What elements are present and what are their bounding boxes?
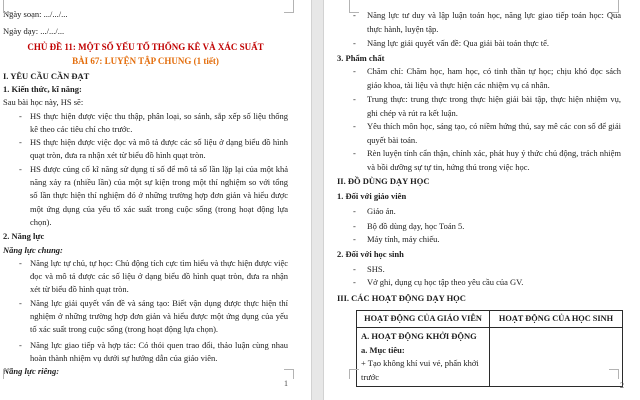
lesson-title: BÀI 67: LUYỆN TẬP CHUNG (1 tiết) (72, 56, 219, 67)
table-header-teacher: HOẠT ĐỘNG CỦA GIÁO VIÊN (357, 311, 490, 328)
margin-crop-mark (284, 369, 294, 379)
section-heading-activities: III. CÁC HOẠT ĐỘNG DẠY HỌC (337, 292, 466, 303)
activity-goal-label: a. Mục tiêu: (361, 344, 405, 355)
activity-section-title: A. HOẠT ĐỘNG KHỞI ĐỘNG (361, 331, 477, 341)
table-row (357, 328, 623, 387)
subsection-heading-knowledge: 1. Kiến thức, kĩ năng: (3, 83, 82, 94)
activities-table (356, 310, 623, 387)
activity-goal-text: + Tạo không khí vui vẻ, phấn khởi trước (361, 358, 479, 382)
subsection-heading-specific-competency: Năng lực riêng: (3, 366, 60, 377)
list-item: - HS thực hiện được việc thu thập, phân loại, so sánh, sắp xếp số liệu thống kê theo các tiêu chí cho trước. (3, 110, 288, 137)
table-header-student: HOẠT ĐỘNG CỦA HỌC SINH (490, 311, 623, 328)
list-item: - SHS. (337, 263, 621, 277)
page-number: 1 (284, 379, 288, 388)
margin-crop-mark (3, 0, 13, 13)
subsection-heading-for-teacher: 1. Đối với giáo viên (337, 190, 407, 201)
margin-crop-mark (349, 369, 359, 379)
table-cell-teacher-activity (357, 328, 490, 387)
date-prepared-line: Ngày soạn: .../.../... (3, 9, 68, 19)
list-item: - Năng lực giải quyết vấn đề: Qua giải bài toán thực tế. (337, 37, 621, 51)
date-taught-line: Ngày dạy: .../.../... (3, 25, 65, 36)
section-heading-teaching-aids: II. ĐỒ DÙNG DẠY HỌC (337, 176, 430, 186)
margin-crop-mark (609, 369, 619, 379)
list-item: - Chăm chỉ: Chăm học, ham học, có tinh thần tự học; chịu khó đọc sách giáo khoa, tài liệu và thực hiện các nhiệm vụ cá nhân. (337, 65, 621, 92)
intro-line: Sau bài học này, HS sẽ: (3, 97, 84, 108)
subsection-heading-general-competency: Năng lực chung: (3, 244, 63, 255)
page-number: 2 (620, 381, 624, 390)
chapter-title: CHỦ ĐỀ 11: MỘT SỐ YẾU TỐ THỐNG KÊ VÀ XÁC SUẤT (27, 41, 264, 52)
page-1 (0, 0, 312, 400)
list-item: - Yêu thích môn học, sáng tạo, có niềm hứng thú, say mê các con số để giải quyết bài toán. (337, 120, 621, 147)
list-item: - Vở ghi, dụng cụ học tập theo yêu cầu của GV. (337, 276, 621, 290)
list-item: - Năng lực giải quyết vấn đề và sáng tạo: Biết vận dụng được thực hiện thí nghiệm ở những trường hợp đơn giản và hiểu được một ứng dụng của yếu tố xác suất trong cuộc sống (trong hoạt động lựa chọn). (3, 297, 288, 337)
list-item: - Năng lực giao tiếp và hợp tác: Có thói quen trao đổi, thảo luận cùng nhau hoàn thành nhiệm vụ dưới sự hướng dẫn của giáo viên. (3, 339, 288, 366)
list-item: - Bộ đồ dùng dạy, học Toán 5. (337, 220, 621, 234)
list-item: - HS được củng cố kĩ năng sử dụng tỉ số để mô tả số lần lặp lại của một khả năng xảy ra (nhiều lần) của một sự kiện trong một thí nghiệm so với tổng số lần thực hiện thí nghiệm đó ở những trường hợp đơn giản và hiểu được một ứng dụng của yếu tố xác suất trong cuộc sống (trong hoạt động lựa chọn). (3, 163, 288, 229)
subsection-heading-for-student: 2. Đối với học sinh (337, 248, 404, 259)
subsection-heading-competency: 2. Năng lực (3, 231, 45, 242)
list-item: - Rèn luyện tính cẩn thận, chính xác, phát huy ý thức chủ động, trách nhiệm và bồi dưỡng sự tự tin, hứng thú trong việc học. (337, 147, 621, 174)
margin-crop-mark (284, 0, 294, 13)
list-item: - Năng lực tư duy và lập luận toán học, năng lực giao tiếp toán học: Qua thực hành, luyện tập. (337, 9, 621, 36)
section-heading-requirements: I. YÊU CẦU CẦN ĐẠT (3, 70, 90, 81)
subsection-heading-quality: 3. Phẩm chất (337, 52, 385, 63)
list-item: - Giáo án. (337, 205, 621, 219)
list-item: - Trung thực: trung thực trong thực hiện giải bài tập, thực hiện nhiệm vụ, ghi chép và rút ra kết luận. (337, 93, 621, 120)
table-cell-student-activity (490, 328, 623, 387)
table-header-row (357, 311, 623, 328)
list-item: - Năng lực tự chủ, tự học: Chủ động tích cực tìm hiểu và thực hiện được việc đọc và mô tả được các số liệu ở dạng biểu đồ hình quạt tròn, đưa ra nhận xét từ biểu đồ hình quạt tròn. (3, 257, 288, 297)
margin-crop-mark (3, 369, 13, 379)
list-item: - HS thực hiện được việc đọc và mô tả được các số liệu ở dạng biểu đồ hình quạt tròn, đưa ra nhận xét từ biểu đồ hình quạt tròn. (3, 136, 288, 163)
list-item: - Máy tính, máy chiếu. (337, 233, 621, 247)
page-2 (323, 0, 640, 400)
